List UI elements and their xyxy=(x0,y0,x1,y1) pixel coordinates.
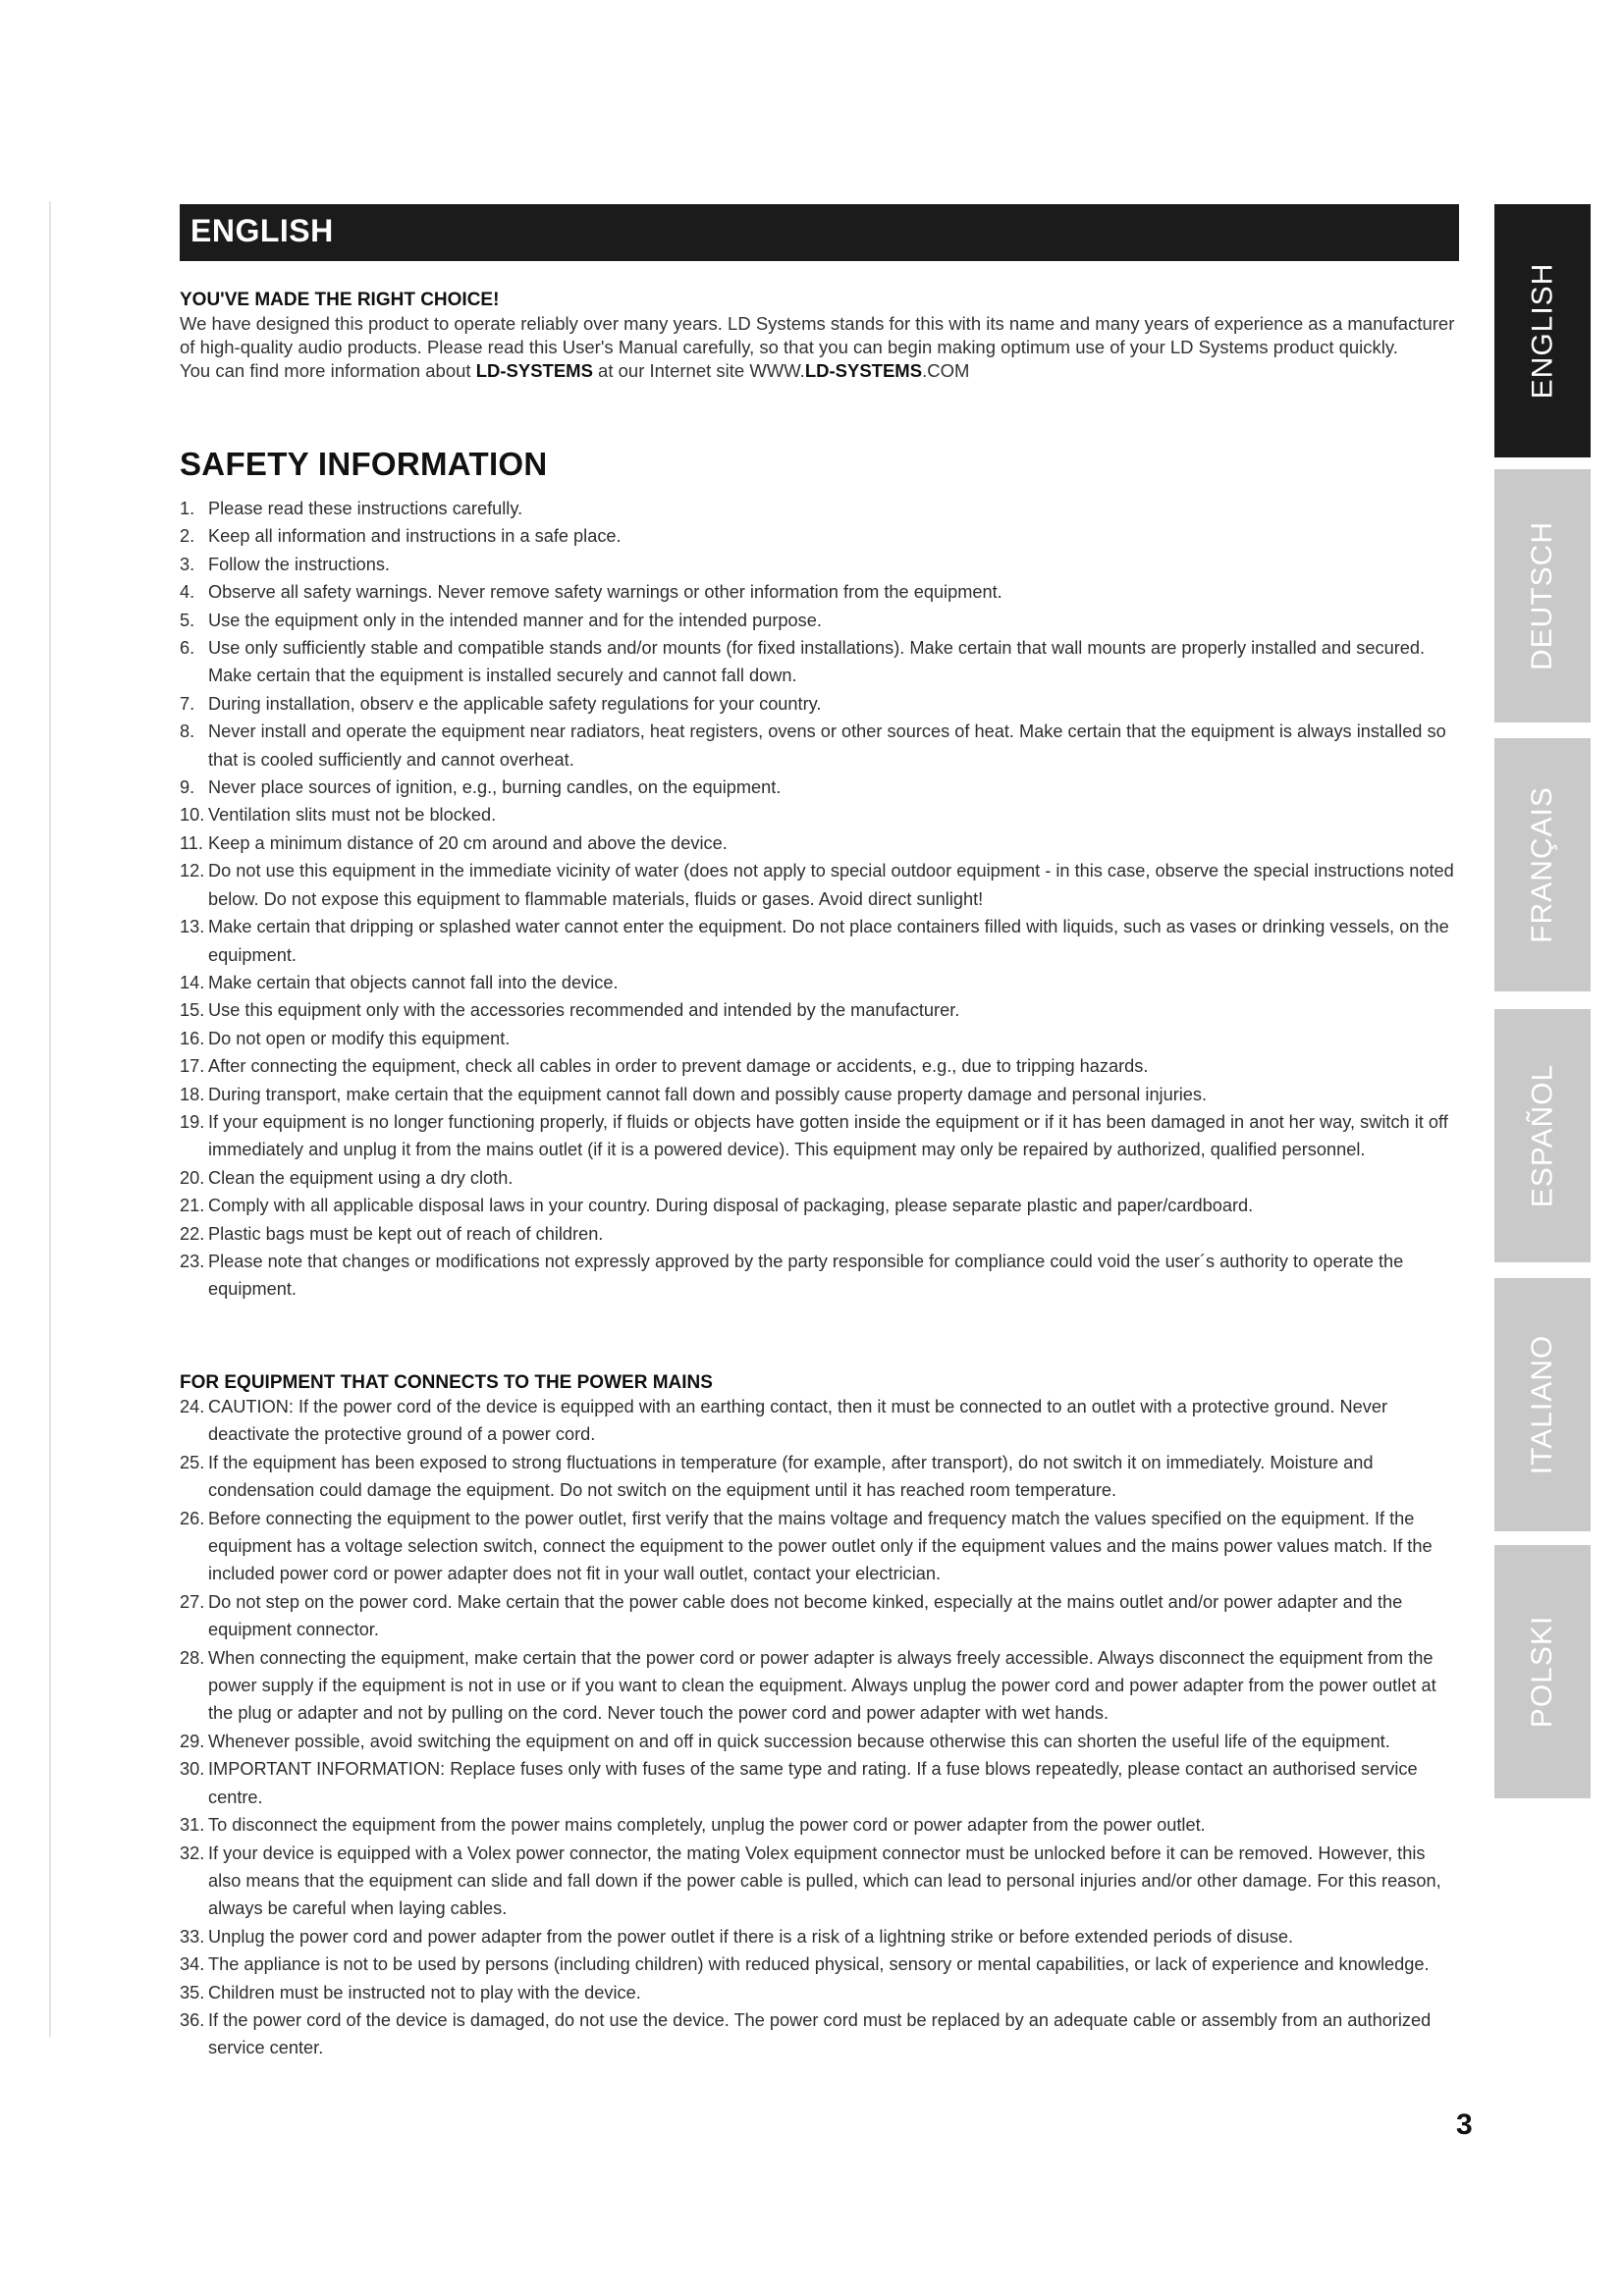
power-mains-heading: FOR EQUIPMENT THAT CONNECTS TO THE POWER MAINS xyxy=(180,1372,713,1393)
list-item-number: 9. xyxy=(180,777,195,798)
list-item-text: Please read these instructions carefully. xyxy=(208,499,523,518)
list-item xyxy=(180,607,1456,634)
list-item xyxy=(180,1108,1456,1164)
list-item xyxy=(180,996,1456,1024)
list-item xyxy=(180,1979,1456,2006)
list-item xyxy=(180,1755,1456,1811)
list-item-text: After connecting the equipment, check all cables in order to prevent damage or accidents, e.g., due to tripping hazards. xyxy=(208,1056,1149,1077)
list-item-text: Never install and operate the equipment near radiators, heat registers, ovens or other sources of heat. Make certain that the equipment is always installed so that is cooled sufficiently and cannot overheat. xyxy=(208,721,1446,770)
list-item-text: CAUTION: If the power cord of the device is equipped with an earthing contact, then it must be connected to an outlet with a protective ground. Never deactivate the protective ground of a power cord. xyxy=(208,1397,1388,1445)
safety-information-title: SAFETY INFORMATION xyxy=(180,446,548,482)
more-info-middle: at our Internet site WWW. xyxy=(592,360,805,381)
list-item-number: 30. xyxy=(180,1759,205,1780)
list-item-text: Do not open or modify this equipment. xyxy=(208,1028,511,1048)
list-item-number: 11. xyxy=(180,832,203,853)
page-margin-rule xyxy=(49,201,51,2037)
list-item xyxy=(180,1192,1456,1219)
list-item-number: 10. xyxy=(180,805,205,826)
list-item-text: Whenever possible, avoid switching the equipment on and off in quick succession because otherwise this can shorten the useful life of the equipment. xyxy=(208,1731,1390,1751)
list-item-number: 19. xyxy=(180,1111,205,1132)
tab-italiano[interactable] xyxy=(1494,1278,1591,1531)
list-item-text: When connecting the equipment, make certain that the power cord or power adapter is always freely accessible. Always disconnect the equipment from the power supply if the equipment is not in use or if you want to clean the equipment. Always unplug the power cord and power adapter from the power outlet at the plug or adapter and not by pulling on the cord. Never touch the power cord and power adapter with wet hands. xyxy=(208,1647,1436,1724)
list-item-text: Keep all information and instructions in a safe place. xyxy=(208,526,622,547)
page-number: 3 xyxy=(1456,2109,1473,2141)
intro-section xyxy=(180,289,1456,383)
list-item-number: 4. xyxy=(180,582,195,603)
list-item xyxy=(180,857,1456,913)
list-item xyxy=(180,801,1456,828)
list-item-text: Plastic bags must be kept out of reach of children. xyxy=(208,1223,604,1244)
list-item-number: 33. xyxy=(180,1926,205,1947)
list-item xyxy=(180,913,1456,969)
tab-deutsch-label: DEUTSCH xyxy=(1526,520,1559,671)
list-item-number: 25. xyxy=(180,1452,205,1472)
language-header-bar xyxy=(180,204,1459,261)
website-link-suffix[interactable]: .COM xyxy=(922,360,970,381)
list-item-number: 7. xyxy=(180,693,195,714)
list-item-text: Ventilation slits must not be blocked. xyxy=(208,805,497,826)
list-item-text: Do not use this equipment in the immediate vicinity of water (does not apply to special outdoor equipment - in this case, observe the special instructions noted below. Do not expose this equipment to flammable materials, fluids or gases. Avoid direct sunlight! xyxy=(208,861,1454,909)
tab-english[interactable] xyxy=(1494,204,1591,457)
list-item-text: Unplug the power cord and power adapter from the power outlet if there is a risk of a lightning strike or before extended periods of disuse. xyxy=(208,1926,1294,1947)
list-item-number: 31. xyxy=(180,1815,205,1836)
tab-francais[interactable] xyxy=(1494,738,1591,991)
list-item-number: 22. xyxy=(180,1223,205,1244)
tab-espanol-label: ESPAÑOL xyxy=(1526,1063,1558,1208)
list-item-text: Follow the instructions. xyxy=(208,554,390,574)
list-item-number: 1. xyxy=(180,499,195,518)
list-item-text: Use this equipment only with the accessories recommended and intended by the manufacturer. xyxy=(208,1000,960,1021)
list-item-text: To disconnect the equipment from the power mains completely, unplug the power cord or power adapter from the power outlet. xyxy=(208,1815,1206,1836)
list-item-number: 8. xyxy=(180,721,195,742)
list-item-number: 20. xyxy=(180,1167,205,1188)
power-mains-list xyxy=(180,1393,1456,2062)
list-item-number: 5. xyxy=(180,610,195,630)
list-item-text: Observe all safety warnings. Never remove safety warnings or other information from the equipment. xyxy=(208,582,1002,603)
tab-english-label: ENGLISH xyxy=(1526,262,1558,400)
list-item xyxy=(180,1164,1456,1192)
list-item xyxy=(180,578,1456,606)
list-item-text: If your equipment is no longer functioning properly, if fluids or objects have gotten inside the equipment or if it has been damaged in anot her way, switch it off immediately and unplug it from the mains outlet (if it is a powered device). This equipment may only be repaired by authorized, qualified personnel. xyxy=(208,1111,1448,1160)
intro-heading: YOU'VE MADE THE RIGHT CHOICE! xyxy=(180,290,500,310)
list-item-text: Children must be instructed not to play with the device. xyxy=(208,1982,641,2002)
list-item-number: 12. xyxy=(180,861,205,881)
list-item-number: 18. xyxy=(180,1084,205,1104)
list-item-text: Keep a minimum distance of 20 cm around and above the device. xyxy=(208,832,728,853)
list-item-text: Clean the equipment using a dry cloth. xyxy=(208,1167,514,1188)
tab-deutsch[interactable] xyxy=(1494,469,1591,722)
list-item-text: During installation, observ e the applicable safety regulations for your country. xyxy=(208,693,822,714)
list-item-text: Do not step on the power cord. Make certain that the power cable does not become kinked, especially at the mains outlet and/or power adapter and the equipment connector. xyxy=(208,1591,1403,1640)
list-item-text: Make certain that dripping or splashed water cannot enter the equipment. Do not place containers filled with liquids, such as vases or drinking vessels, on the equipment. xyxy=(208,917,1449,965)
list-item-text: During transport, make certain that the equipment cannot fall down and possibly cause property damage and personal injuries. xyxy=(208,1084,1208,1104)
list-item xyxy=(180,1393,1456,1449)
list-item xyxy=(180,774,1456,801)
list-item xyxy=(180,1588,1456,1644)
tab-polski-label: POLSKI xyxy=(1526,1615,1559,1729)
tab-italiano-label: ITALIANO xyxy=(1526,1334,1559,1475)
list-item-text: Use the equipment only in the intended manner and for the intended purpose. xyxy=(208,610,822,630)
list-item-text: Please note that changes or modifications not expressly approved by the party responsible for compliance could void the user´s authority to operate the equipment. xyxy=(208,1251,1404,1300)
list-item-text: If the power cord of the device is damaged, do not use the device. The power cord must be replaced by an adequate cable or assembly from an authorized service center. xyxy=(208,2009,1432,2058)
list-item xyxy=(180,690,1456,718)
list-item-number: 23. xyxy=(180,1251,205,1271)
language-header-title: ENGLISH xyxy=(190,213,334,248)
list-item xyxy=(180,1728,1456,1755)
list-item xyxy=(180,495,1456,522)
list-item-number: 29. xyxy=(180,1731,205,1751)
list-item-text: IMPORTANT INFORMATION: Replace fuses only with fuses of the same type and rating. If a fuse blows repeatedly, please contact an authorised service centre. xyxy=(208,1759,1418,1807)
list-item xyxy=(180,1248,1456,1304)
list-item xyxy=(180,551,1456,578)
list-item-number: 3. xyxy=(180,554,195,574)
list-item xyxy=(180,1025,1456,1052)
list-item xyxy=(180,2006,1456,2062)
list-item-text: Make certain that objects cannot fall into the device. xyxy=(208,972,619,992)
list-item xyxy=(180,1950,1456,1978)
list-item-number: 32. xyxy=(180,1842,205,1863)
tab-espanol[interactable] xyxy=(1494,1009,1591,1262)
list-item xyxy=(180,1081,1456,1108)
list-item-text: Never place sources of ignition, e.g., burning candles, on the equipment. xyxy=(208,777,782,798)
list-item-number: 24. xyxy=(180,1397,205,1416)
intro-more-info xyxy=(180,359,1456,383)
list-item-number: 21. xyxy=(180,1196,205,1216)
list-item xyxy=(180,718,1456,774)
list-item-text: If your device is equipped with a Volex power connector, the mating Volex equipment connector must be unlocked before it can be removed. However, this also means that the equipment can slide and fall down if the power cable is pulled, which can lead to personal injuries and/or other damage. For this reason, always be careful when laying cables. xyxy=(208,1842,1441,1919)
list-item xyxy=(180,1505,1456,1588)
tab-francais-label: FRANÇAIS xyxy=(1526,786,1558,943)
list-item-number: 35. xyxy=(180,1982,205,2002)
list-item-number: 14. xyxy=(180,972,205,992)
safety-list xyxy=(180,495,1456,1304)
list-item-text: The appliance is not to be used by persons (including children) with reduced physical, sensory or mental capabilities, or lack of experience and knowledge. xyxy=(208,1954,1430,1975)
list-item-number: 13. xyxy=(180,917,205,937)
list-item xyxy=(180,522,1456,550)
list-item-number: 15. xyxy=(180,1000,205,1021)
list-item xyxy=(180,1449,1456,1505)
list-item-number: 34. xyxy=(180,1954,205,1975)
list-item xyxy=(180,969,1456,996)
list-item xyxy=(180,829,1456,857)
list-item xyxy=(180,1052,1456,1080)
list-item-text: Use only sufficiently stable and compatible stands and/or mounts (for fixed installations). Make certain that wall mounts are properly installed and secured. Make certain that the equipment is installed securely and cannot fall down. xyxy=(208,638,1426,686)
list-item-number: 26. xyxy=(180,1508,205,1528)
list-item-number: 17. xyxy=(180,1056,205,1077)
list-item xyxy=(180,1923,1456,1950)
list-item-number: 27. xyxy=(180,1591,205,1612)
list-item-text: Before connecting the equipment to the power outlet, first verify that the mains voltage and frequency match the values specified on the equipment. If the equipment has a voltage selection switch, connect the equipment to the power outlet only if the equipment values and the mains power values match. If the included power cord or power adapter does not fit in your wall outlet, contact your electrician. xyxy=(208,1508,1433,1584)
brand-name: LD-SYSTEMS xyxy=(475,360,593,381)
list-item xyxy=(180,1811,1456,1839)
list-item xyxy=(180,634,1456,690)
list-item-number: 28. xyxy=(180,1647,205,1668)
list-item-text: If the equipment has been exposed to strong fluctuations in temperature (for example, after transport), do not switch it on immediately. Moisture and condensation could damage the equipment. Do not switch on the equipment until it has reached room temperature. xyxy=(208,1452,1374,1501)
list-item-number: 2. xyxy=(180,526,195,547)
intro-paragraph: We have designed this product to operate reliably over many years. LD Systems stands for this with its name and many years of experience as a manufacturer of high-quality audio products. Please read this User's Manual carefully, so that you can begin making optimum use of your LD Systems product quickly. xyxy=(180,313,1455,357)
list-item xyxy=(180,1644,1456,1728)
list-item-text: Comply with all applicable disposal laws in your country. During disposal of packaging, please separate plastic and paper/cardboard. xyxy=(208,1196,1254,1216)
website-link-brand[interactable]: LD-SYSTEMS xyxy=(804,360,923,381)
more-info-prefix: You can find more information about xyxy=(180,360,476,381)
list-item xyxy=(180,1840,1456,1923)
list-item-number: 6. xyxy=(180,638,195,659)
list-item-number: 36. xyxy=(180,2009,205,2030)
list-item xyxy=(180,1220,1456,1248)
tab-polski[interactable] xyxy=(1494,1545,1591,1798)
list-item-number: 16. xyxy=(180,1028,205,1048)
